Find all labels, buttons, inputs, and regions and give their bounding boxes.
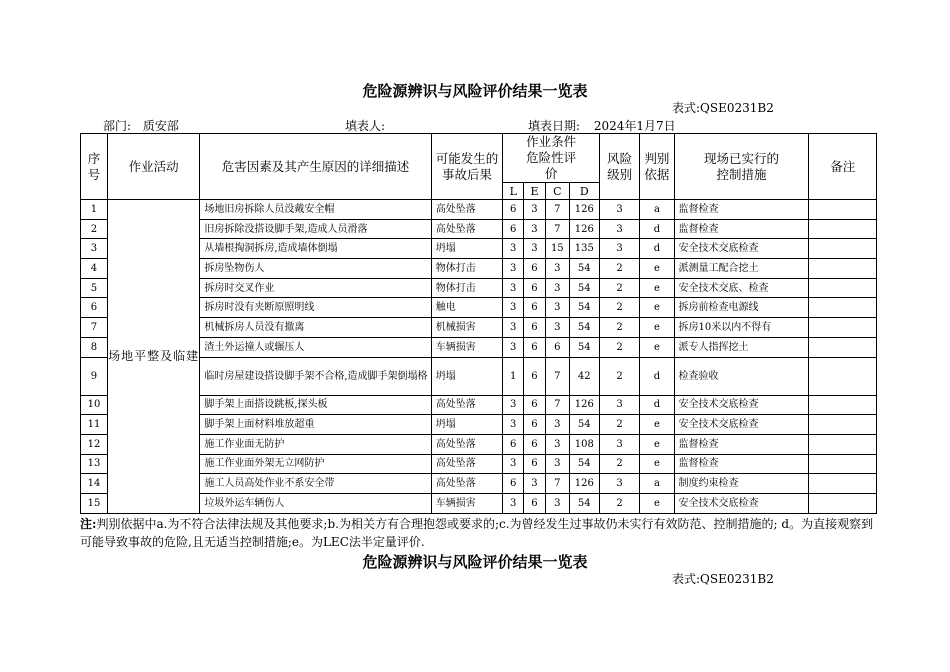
table-row [81, 259, 877, 279]
cell-level: 3 [599, 474, 639, 494]
cell-basis: d [640, 219, 674, 239]
cell-consequence: 高处坠落 [431, 454, 503, 474]
cell-basis: e [640, 415, 674, 435]
cell-consequence: 坍塌 [431, 239, 503, 259]
cell-no: 1 [81, 200, 108, 220]
cell-remark [809, 415, 877, 435]
cell-remark [809, 474, 877, 494]
cell-d: 54 [569, 259, 599, 279]
cell-hazard: 脚手架上面材料堆放超重 [200, 415, 431, 435]
page-title: 危险源辨识与风险评价结果一览表 [362, 82, 588, 100]
header-consequence: 可能发生的事故后果 [431, 134, 503, 200]
cell-level: 3 [599, 239, 639, 259]
cell-e: 3 [524, 474, 546, 494]
header-c: C [545, 183, 569, 200]
cell-level: 2 [599, 454, 639, 474]
cell-e: 6 [524, 454, 546, 474]
header-control: 现场已实行的控制措施 [674, 134, 809, 200]
table-row [81, 434, 877, 454]
cell-hazard: 场地旧房拆除人员没戴安全帽 [200, 200, 431, 220]
header-l: L [503, 183, 524, 200]
cell-l: 6 [503, 200, 524, 220]
cell-c: 3 [545, 298, 569, 318]
cell-control: 监督检查 [674, 200, 809, 220]
cell-remark [809, 454, 877, 474]
cell-control: 派专人指挥挖土 [674, 337, 809, 357]
cell-no: 8 [81, 337, 108, 357]
cell-c: 7 [545, 200, 569, 220]
cell-e: 6 [524, 259, 546, 279]
cell-level: 2 [599, 259, 639, 279]
cell-control: 派测量工配合挖土 [674, 259, 809, 279]
cell-d: 54 [569, 337, 599, 357]
activity-cell: 场地平整及临建 [107, 200, 199, 514]
cell-level: 2 [599, 415, 639, 435]
cell-hazard: 脚手架上面搭设跳板,探头板 [200, 395, 431, 415]
cell-consequence: 坍塌 [431, 415, 503, 435]
cell-consequence: 高处坠落 [431, 200, 503, 220]
cell-c: 7 [545, 474, 569, 494]
cell-l: 3 [503, 337, 524, 357]
cell-e: 6 [524, 395, 546, 415]
header-basis: 判别依据 [640, 134, 674, 200]
cell-d: 126 [569, 395, 599, 415]
cell-level: 2 [599, 357, 639, 395]
header-remark: 备注 [809, 134, 877, 200]
cell-c: 3 [545, 415, 569, 435]
cell-remark [809, 337, 877, 357]
cell-consequence: 车辆损害 [431, 337, 503, 357]
cell-hazard: 施工作业面无防护 [200, 434, 431, 454]
cell-d: 126 [569, 219, 599, 239]
cell-d: 108 [569, 434, 599, 454]
cell-level: 3 [599, 200, 639, 220]
cell-hazard: 从墙根掏洞拆房,造成墙体倒塌 [200, 239, 431, 259]
cell-l: 3 [503, 278, 524, 298]
dept-value: 质安部 [135, 120, 187, 134]
cell-basis: e [640, 298, 674, 318]
date-label: 填表日期: [528, 119, 581, 133]
cell-no: 3 [81, 239, 108, 259]
cell-d: 126 [569, 474, 599, 494]
cell-consequence: 物体打击 [431, 259, 503, 279]
cell-remark [809, 395, 877, 415]
cell-l: 3 [503, 493, 524, 513]
header-level: 风险级别 [599, 134, 639, 200]
cell-consequence: 车辆损害 [431, 493, 503, 513]
cell-remark [809, 219, 877, 239]
cell-no: 5 [81, 278, 108, 298]
cell-hazard: 临时房屋建设搭设脚手架不合格,造成脚手架倒塌格 [200, 357, 431, 395]
cell-c: 7 [545, 395, 569, 415]
cell-l: 6 [503, 434, 524, 454]
cell-basis: d [640, 395, 674, 415]
cell-consequence: 坍塌 [431, 357, 503, 395]
cell-consequence: 机械损害 [431, 318, 503, 338]
date-value: 2024年1月7日 [584, 120, 686, 134]
cell-hazard: 渣土外运撞人或辗压人 [200, 337, 431, 357]
cell-no: 12 [81, 434, 108, 454]
cell-consequence: 高处坠落 [431, 434, 503, 454]
cell-remark [809, 357, 877, 395]
cell-basis: e [640, 259, 674, 279]
cell-consequence: 高处坠落 [431, 395, 503, 415]
cell-remark [809, 493, 877, 513]
cell-l: 6 [503, 219, 524, 239]
table-row [81, 454, 877, 474]
cell-basis: e [640, 493, 674, 513]
cell-consequence: 高处坠落 [431, 474, 503, 494]
cell-e: 3 [524, 219, 546, 239]
cell-e: 6 [524, 357, 546, 395]
cell-level: 2 [599, 493, 639, 513]
cell-e: 3 [524, 239, 546, 259]
cell-remark [809, 434, 877, 454]
cell-l: 3 [503, 259, 524, 279]
cell-consequence: 物体打击 [431, 278, 503, 298]
cell-basis: e [640, 454, 674, 474]
cell-no: 9 [81, 357, 108, 395]
cell-no: 14 [81, 474, 108, 494]
cell-control: 安全技术交底、检查 [674, 278, 809, 298]
table-row [81, 298, 877, 318]
cell-l: 3 [503, 318, 524, 338]
hazard-table [80, 133, 877, 514]
cell-hazard: 机械拆房人员没有撤离 [200, 318, 431, 338]
page2-title: 危险源辨识与风险评价结果一览表 [362, 553, 588, 571]
cell-control: 拆房10米以内不得有 [674, 318, 809, 338]
cell-e: 6 [524, 337, 546, 357]
cell-remark [809, 200, 877, 220]
table-row [81, 219, 877, 239]
cell-no: 4 [81, 259, 108, 279]
cell-basis: e [640, 318, 674, 338]
cell-d: 126 [569, 200, 599, 220]
cell-l: 3 [503, 395, 524, 415]
table-row [81, 357, 877, 395]
cell-remark [809, 239, 877, 259]
table-row [81, 474, 877, 494]
cell-c: 15 [545, 239, 569, 259]
cell-d: 54 [569, 493, 599, 513]
form-number: 表式:QSE0231B2 [672, 101, 774, 115]
cell-l: 3 [503, 298, 524, 318]
cell-e: 6 [524, 298, 546, 318]
cell-remark [809, 259, 877, 279]
cell-l: 3 [503, 239, 524, 259]
cell-d: 54 [569, 318, 599, 338]
cell-c: 3 [545, 493, 569, 513]
cell-d: 54 [569, 454, 599, 474]
cell-remark [809, 278, 877, 298]
header-e: E [524, 183, 546, 200]
cell-hazard: 拆房时交叉作业 [200, 278, 431, 298]
cell-level: 2 [599, 318, 639, 338]
cell-control: 拆房前检查电源线 [674, 298, 809, 318]
cell-hazard: 垃圾外运车辆伤人 [200, 493, 431, 513]
table-row [81, 415, 877, 435]
cell-basis: d [640, 239, 674, 259]
cell-consequence: 高处坠落 [431, 219, 503, 239]
cell-control: 安全技术交底检查 [674, 239, 809, 259]
cell-l: 3 [503, 454, 524, 474]
cell-e: 3 [524, 200, 546, 220]
cell-level: 2 [599, 337, 639, 357]
cell-e: 6 [524, 493, 546, 513]
dept-label: 部门: [103, 119, 132, 133]
cell-level: 3 [599, 395, 639, 415]
cell-hazard: 拆房坠物伤人 [200, 259, 431, 279]
cell-basis: e [640, 434, 674, 454]
table-row [81, 239, 877, 259]
cell-control: 监督检查 [674, 454, 809, 474]
cell-control: 检查验收 [674, 357, 809, 395]
page2-form-number: 表式:QSE0231B2 [672, 572, 774, 586]
table-row [81, 200, 877, 220]
cell-l: 6 [503, 474, 524, 494]
cell-hazard: 施工人员高处作业不系安全带 [200, 474, 431, 494]
cell-c: 3 [545, 318, 569, 338]
header-d: D [569, 183, 599, 200]
cell-e: 6 [524, 434, 546, 454]
cell-basis: e [640, 337, 674, 357]
cell-control: 监督检查 [674, 219, 809, 239]
header-row-1 [81, 134, 877, 183]
cell-control: 监督检查 [674, 434, 809, 454]
note-label: 注: [80, 517, 97, 531]
cell-hazard: 旧房拆除没搭设脚手架,造成人员滑落 [200, 219, 431, 239]
cell-no: 7 [81, 318, 108, 338]
header-hazard: 危害因素及其产生原因的详细描述 [200, 134, 431, 200]
cell-no: 10 [81, 395, 108, 415]
note-text: 判别依据中a.为不符合法律法规及其他要求;b.为相关方有合理抱怨或要求的;c.为曾经发生过事故仍未实行有效防范、控制措施的; d。为直接观察到可能导致事故的危险,且无适当控制措施;e。为LEC法半定量评价. [80, 517, 874, 549]
cell-no: 13 [81, 454, 108, 474]
cell-level: 3 [599, 219, 639, 239]
cell-no: 6 [81, 298, 108, 318]
header-lec-group: 作业条件危险性评价 [503, 134, 600, 183]
cell-control: 制度约束检查 [674, 474, 809, 494]
cell-l: 3 [503, 415, 524, 435]
cell-c: 6 [545, 337, 569, 357]
cell-no: 11 [81, 415, 108, 435]
header-activity: 作业活动 [107, 134, 199, 200]
cell-d: 54 [569, 415, 599, 435]
cell-basis: e [640, 278, 674, 298]
cell-basis: a [640, 474, 674, 494]
cell-no: 2 [81, 219, 108, 239]
cell-d: 135 [569, 239, 599, 259]
cell-basis: a [640, 200, 674, 220]
cell-e: 6 [524, 318, 546, 338]
cell-e: 6 [524, 415, 546, 435]
cell-hazard: 施工作业面外架无立网防护 [200, 454, 431, 474]
cell-level: 2 [599, 298, 639, 318]
table-row [81, 493, 877, 513]
table-row [81, 318, 877, 338]
table-row [81, 278, 877, 298]
cell-c: 3 [545, 278, 569, 298]
filler-label: 填表人: [345, 119, 386, 133]
cell-d: 54 [569, 278, 599, 298]
cell-c: 7 [545, 357, 569, 395]
cell-control: 安全技术交底检查 [674, 395, 809, 415]
cell-control: 安全技术交底检查 [674, 415, 809, 435]
cell-d: 54 [569, 298, 599, 318]
table-row [81, 337, 877, 357]
dept-field [103, 117, 187, 134]
header-no: 序号 [81, 134, 108, 200]
cell-c: 3 [545, 259, 569, 279]
cell-remark [809, 298, 877, 318]
cell-consequence: 触电 [431, 298, 503, 318]
cell-hazard: 拆房时没有夹断原照明线 [200, 298, 431, 318]
cell-level: 2 [599, 278, 639, 298]
cell-remark [809, 318, 877, 338]
cell-c: 7 [545, 219, 569, 239]
cell-control: 安全技术交底检查 [674, 493, 809, 513]
cell-l: 1 [503, 357, 524, 395]
table-row [81, 395, 877, 415]
cell-c: 3 [545, 434, 569, 454]
cell-e: 6 [524, 278, 546, 298]
cell-basis: d [640, 357, 674, 395]
cell-level: 3 [599, 434, 639, 454]
cell-d: 42 [569, 357, 599, 395]
cell-c: 3 [545, 454, 569, 474]
date-field [528, 117, 686, 134]
footnote [80, 515, 880, 551]
cell-no: 15 [81, 493, 108, 513]
